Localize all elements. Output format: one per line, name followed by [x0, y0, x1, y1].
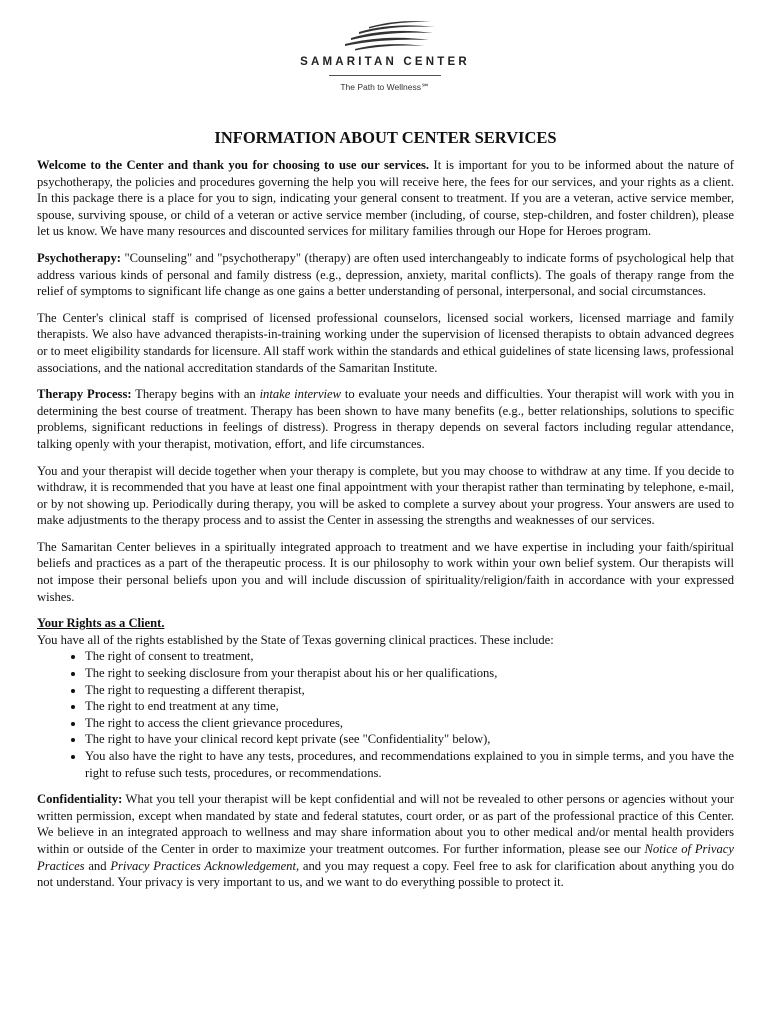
psychotherapy-lead: Psychotherapy: — [37, 250, 121, 265]
rights-title: Your Rights as a Client. — [37, 616, 165, 631]
confidentiality-text-b: and — [84, 858, 111, 873]
psychotherapy-text: "Counseling" and "psychotherapy" (therapy) are often used interchangeably to indicate forms of psychological help that address various kinds of personal and family distress (e.g., depression, anxiety, marital conflicts). The goals of therapy range from the relief of symptoms to significant life change as one gains a better understanding of personal, interpersonal, and social circumstances. — [37, 250, 734, 299]
confidentiality-text-c: and you may request a copy. Feel free to ask for clarification about anything you do not understand. Your privacy is very important to us, and we want to do everything possible to protect it. — [37, 858, 735, 890]
rights-list-item: • The right to have your clinical record kept private (see "Confidentiality" below), — [85, 731, 734, 748]
header-logo — [0, 18, 770, 93]
welcome-lead: Welcome to the Center and thank you for choosing to use our services. — [37, 158, 430, 172]
spiritual-paragraph: The Samaritan Center believes in a spiritually integrated approach to treatment and we have expertise in including your faith/spiritual beliefs and practices as a part of the therapeutic process. It is our philosophy to work within your own belief system. Our therapists will not impose their personal beliefs upon you and will include discussion of spirituality/religion/faith in accordance with your expressed wishes. — [37, 539, 734, 604]
rights-list — [37, 648, 734, 781]
therapy-process-lead: Therapy Process: — [37, 387, 132, 402]
psychotherapy-paragraph — [37, 250, 734, 300]
privacy-notice-title: Notice of Privacy Practices — [37, 841, 734, 873]
tagline: The Path to Wellness℠ — [340, 82, 430, 92]
therapy-process-paragraph — [37, 386, 734, 452]
therapy-process-text-b: to evaluate your needs and difficulties. Your therapist will work with you in determining the best course of treatment. Therapy has been shown to have many benefits (e.g., better relationships, solutions to specific problems, significant reductions in feelings of distress). Progress in therapy depends on several factors including regular attendance, talking openly with your therapist, motivation, effort, and life circumstances. — [37, 387, 734, 451]
therapy-process-italic: intake interview — [259, 387, 342, 402]
page-title: INFORMATION ABOUT CENTER SERVICES — [214, 128, 557, 147]
rights-list-item: • The right to requesting a different therapist, — [85, 682, 734, 699]
confidentiality-text-a: What you tell your therapist will be kept confidential and will not be revealed to other persons or agencies without your written permission, except when mandated by state and federal statutes, court order, or as part of the professional practice of this Center. We believe in an integrated approach to wellness and may share information about you to other medical and/or mental health providers within or outside of the Center in order to maximize your treatment outcomes. For further information, please see our — [37, 792, 734, 856]
rights-intro: You have all of the rights established by the State of Texas governing clinical practices. These include: — [37, 632, 554, 647]
brand-divider — [329, 75, 441, 76]
rights-section — [37, 615, 734, 781]
rights-list-item: • The right to access the client grievance procedures, — [85, 715, 734, 732]
document-body — [37, 128, 734, 901]
brand-name: SAMARITAN CENTER — [300, 56, 470, 68]
welcome-paragraph — [37, 157, 734, 240]
rights-list-item: • The right to end treatment at any time, — [85, 698, 734, 715]
privacy-acknowledgement-title: Privacy Practices Acknowledgement, — [110, 858, 300, 873]
rights-list-item: • The right to seeking disclosure from your therapist about his or her qualifications, — [85, 665, 734, 682]
confidentiality-lead: Confidentiality: — [37, 792, 123, 807]
rights-list-item: • You also have the right to have any tests, procedures, and recommendations explained to you in simple terms, and you have the right to refuse such tests, procedures, or recommendations. — [85, 748, 734, 781]
therapy-process-text-a: Therapy begins with an — [131, 387, 260, 402]
confidentiality-paragraph — [37, 791, 734, 891]
withdraw-paragraph: You and your therapist will decide together when your therapy is complete, but you may choose to withdraw at any time. If you decide to withdraw, it is recommended that you have at least one final appointment with your therapist rather than terminating by telephone, e-mail, or by not showing up. Periodically during therapy, you will be asked to complete a survey about your progress. Your answers are used to make adjustments to the therapy process and to assist the Center in assessing the strengths and weaknesses of our services. — [37, 463, 734, 528]
staff-paragraph: The Center's clinical staff is comprised of licensed professional counselors, licensed social workers, licensed marriage and family therapists. We also have advanced therapists-in-training working under the supervision of licensed therapists to obtain advanced degrees or to meet eligibility standards for licensure. All staff work within the standards and ethical guidelines of state licensing laws, professional associations, and the national accreditation standards of the Samaritan Institute. — [37, 310, 734, 375]
welcome-text: It is important for you to be informed about the nature of psychotherapy, the policies and procedures governing the help you will receive here, the fees for our services, and your rights as a client. In this package there is a place for you to sign, indicating your general consent to treatment. If you are a veteran, active service member, spouse, surviving spouse, or child of a veteran or active service member (including, of course, step-children, and foster children), please let us know. We have many resources and discounted services for military families through our Hope for Heroes program. — [37, 158, 734, 239]
samaritan-logo-icon — [325, 18, 445, 52]
rights-list-item: • The right of consent to treatment, — [85, 648, 734, 665]
